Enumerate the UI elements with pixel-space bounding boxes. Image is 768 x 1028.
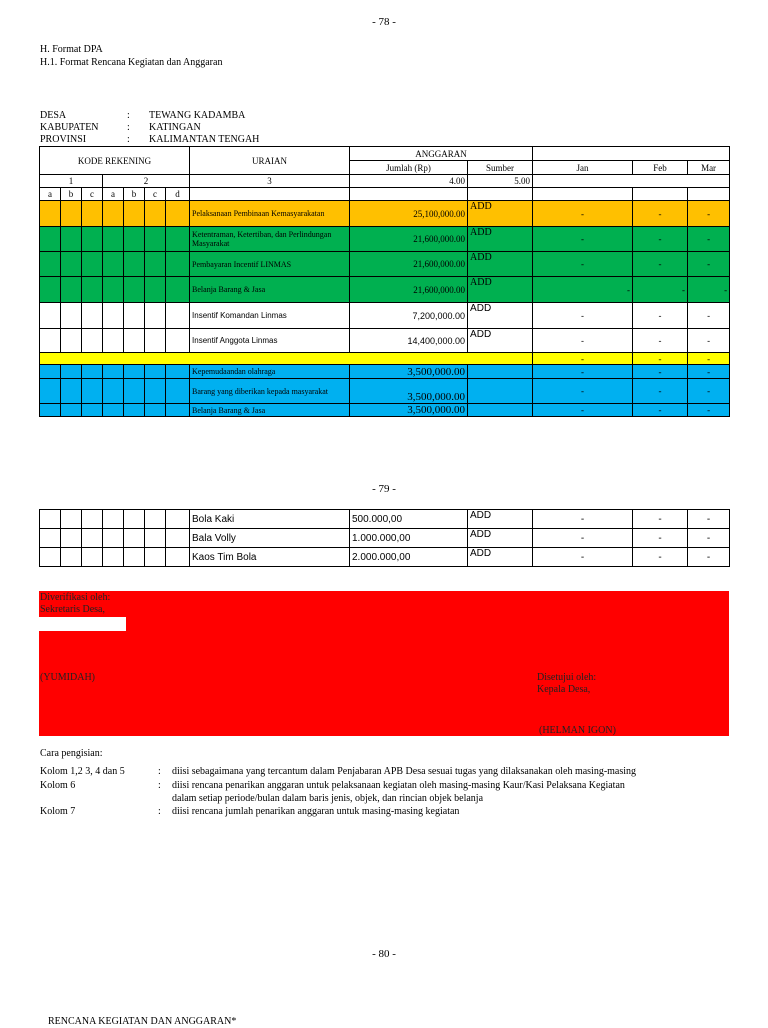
header-mar: Mar (688, 161, 730, 175)
table-row (40, 277, 730, 303)
letter-cell: b (124, 188, 145, 201)
info-label-provinsi: PROVINSI (40, 134, 87, 145)
table-row (40, 227, 730, 252)
blank-cell (468, 188, 533, 201)
section-heading: H. Format DPA (40, 44, 103, 55)
row-jumlah: 14,400,000.00 (350, 329, 468, 353)
row-sumber: ADD (468, 252, 533, 277)
row-sumber: ADD (468, 329, 533, 353)
info-sep: : (127, 122, 130, 133)
header-kode-rekening: KODE REKENING (40, 147, 190, 175)
row-jumlah: 21,600,000.00 (350, 277, 468, 303)
row-mar: - (688, 404, 730, 417)
row-jumlah: 3,500,000.00 (350, 379, 468, 404)
row-feb: - (633, 329, 688, 353)
row-jumlah: 25,100,000.00 (350, 201, 468, 227)
row-jan: - (533, 510, 633, 529)
row-jan: - (533, 548, 633, 567)
row-uraian: Belanja Barang & Jasa (190, 277, 350, 303)
approved-by-label: Disetujui oleh: (537, 672, 597, 683)
row-uraian: Bola Kaki (190, 510, 350, 529)
items-table (39, 509, 730, 567)
row-mar: - (688, 379, 730, 404)
blank-cell (688, 188, 730, 201)
row-mar: - (688, 303, 730, 329)
row-mar: - (688, 227, 730, 252)
row-mar: - (688, 548, 730, 567)
header-uraian: URAIAN (190, 147, 350, 175)
instruction-text: diisi sebagaimana yang tercantum dalam Penjabaran APB Desa sesuai tugas yang dilaksanakan oleh masing-masing (172, 766, 637, 777)
row-mar: - (688, 329, 730, 353)
verified-by-label: Diverifikasi oleh: (40, 592, 111, 603)
row-sumber (468, 404, 533, 417)
row-feb: - (633, 277, 688, 303)
row-feb: - (633, 404, 688, 417)
row-feb: - (633, 353, 688, 365)
info-label-desa: DESA (40, 110, 67, 121)
header-jumlah: Jumlah (Rp) (350, 161, 468, 175)
kepala-label: Kepala Desa, (537, 684, 591, 695)
table-row (40, 303, 730, 329)
col-number-1: 1 (40, 175, 103, 188)
row-sumber: ADD (468, 227, 533, 252)
info-value-kabupaten: KATINGAN (149, 122, 201, 133)
row-sumber: ADD (468, 529, 533, 548)
header-anggaran: ANGGARAN (350, 147, 533, 161)
blank-cell (533, 188, 633, 201)
blank-cell (190, 188, 350, 201)
letter-cell: c (82, 188, 103, 201)
sekretaris-label: Sekretaris Desa, (40, 604, 105, 615)
instructions-title: Cara pengisian: (40, 748, 103, 759)
letter-cell: b (61, 188, 82, 201)
row-feb: - (633, 548, 688, 567)
letter-cell: c (145, 188, 166, 201)
row-sumber: ADD (468, 303, 533, 329)
instruction-text-continued: dalam setiap periode/bulan dalam baris jenis, objek, dan rincian objek belanja (172, 793, 484, 804)
instruction-text: diisi rencana penarikan anggaran untuk pelaksanaan kegiatan oleh masing-masing Kaur/Kasi Pelaksana Kegiatan (172, 780, 625, 791)
row-feb: - (633, 365, 688, 379)
header-feb: Feb (633, 161, 688, 175)
info-sep: : (127, 134, 130, 145)
row-mar: - (688, 277, 730, 303)
row-uraian: Belanja Barang & Jasa (190, 404, 350, 417)
letter-cell: a (40, 188, 61, 201)
row-jan: - (533, 353, 633, 365)
row-mar: - (688, 365, 730, 379)
row-mar: - (688, 353, 730, 365)
table-row (40, 529, 730, 548)
row-jan: - (533, 379, 633, 404)
page-number: - 79 - (372, 483, 396, 495)
row-uraian: Bala Volly (190, 529, 350, 548)
row-jumlah: 21,600,000.00 (350, 252, 468, 277)
info-sep: : (127, 110, 130, 121)
row-mar: - (688, 201, 730, 227)
col-number-5: 5.00 (468, 175, 533, 188)
col-number-4: 4.00 (350, 175, 468, 188)
row-feb: - (633, 252, 688, 277)
row-feb: - (633, 227, 688, 252)
row-uraian: Pembayaran Incentif LINMAS (190, 252, 350, 277)
table-row (40, 510, 730, 529)
signature-block (39, 591, 729, 736)
sekretaris-name: (YUMIDAH) (40, 672, 95, 683)
instruction-sep: : (158, 766, 161, 777)
row-jan: - (533, 303, 633, 329)
table-row (40, 379, 730, 404)
row-uraian: Pelaksanaan Pembinaan Kemasyarakatan (190, 201, 350, 227)
kepala-name: (HELMAN IGON) (539, 725, 616, 736)
row-sumber: ADD (468, 510, 533, 529)
row-jumlah: 1.000.000,00 (350, 529, 468, 548)
row-jumlah: 7,200,000.00 (350, 303, 468, 329)
row-jan: - (533, 329, 633, 353)
yellow-band (40, 353, 533, 365)
row-uraian: Insentif Komandan Linmas (190, 303, 350, 329)
blank-cell (350, 188, 468, 201)
page-number: - 80 - (372, 948, 396, 960)
header-blank (533, 147, 730, 161)
row-feb: - (633, 510, 688, 529)
table-row (40, 404, 730, 417)
col-number-3: 3 (190, 175, 350, 188)
table-row (40, 548, 730, 567)
instruction-text: diisi rencana jumlah penarikan anggaran untuk masing-masing kegiatan (172, 806, 460, 817)
row-sumber: ADD (468, 277, 533, 303)
instruction-label: Kolom 6 (40, 780, 76, 791)
col-number-2: 2 (103, 175, 190, 188)
letter-cell: d (166, 188, 190, 201)
row-sumber (468, 365, 533, 379)
header-sumber: Sumber (468, 161, 533, 175)
row-mar: - (688, 252, 730, 277)
info-label-kabupaten: KABUPATEN (40, 122, 99, 133)
letter-cell: a (103, 188, 124, 201)
table-row (40, 329, 730, 353)
row-jumlah: 21,600,000.00 (350, 227, 468, 252)
row-sumber (468, 379, 533, 404)
info-value-provinsi: KALIMANTAN TENGAH (149, 134, 260, 145)
row-feb: - (633, 529, 688, 548)
row-sumber: ADD (468, 548, 533, 567)
table-row (40, 252, 730, 277)
row-jan: - (533, 277, 633, 303)
instruction-sep: : (158, 806, 161, 817)
row-uraian: Kaos Tim Bola (190, 548, 350, 567)
instruction-label: Kolom 1,2 3, 4 dan 5 (40, 766, 125, 777)
row-uraian: Insentif Anggota Linmas (190, 329, 350, 353)
budget-table (39, 146, 730, 417)
instruction-label: Kolom 7 (40, 806, 76, 817)
row-jumlah: 500.000,00 (350, 510, 468, 529)
row-uraian: Barang yang diberikan kepada masyarakat (190, 379, 350, 404)
row-mar: - (688, 510, 730, 529)
header-jan: Jan (533, 161, 633, 175)
blank-cell (633, 188, 688, 201)
instruction-sep: : (158, 780, 161, 791)
table-row (40, 353, 730, 365)
row-feb: - (633, 303, 688, 329)
white-blank-box (39, 617, 126, 631)
row-sumber: ADD (468, 201, 533, 227)
row-uraian: Kepemudaandan olahraga (190, 365, 350, 379)
row-feb: - (633, 201, 688, 227)
row-feb: - (633, 379, 688, 404)
row-jan: - (533, 529, 633, 548)
table-row (40, 365, 730, 379)
page-number: - 78 - (372, 16, 396, 28)
row-mar: - (688, 529, 730, 548)
row-jumlah: 3,500,000.00 (350, 404, 468, 417)
row-jumlah: 3,500,000.00 (350, 365, 468, 379)
row-jan: - (533, 404, 633, 417)
row-jan: - (533, 365, 633, 379)
row-jan: - (533, 227, 633, 252)
info-value-desa: TEWANG KADAMBA (149, 110, 246, 121)
row-jan: - (533, 252, 633, 277)
col-number-blank (533, 175, 730, 188)
row-uraian: Ketentraman, Ketertiban, dan Perlindungan Masyarakat (190, 227, 350, 252)
table-row (40, 201, 730, 227)
subsection-heading: H.1. Format Rencana Kegiatan dan Anggaran (40, 57, 223, 68)
footer-title: RENCANA KEGIATAN DAN ANGGARAN* (48, 1016, 237, 1027)
row-jan: - (533, 201, 633, 227)
row-jumlah: 2.000.000,00 (350, 548, 468, 567)
